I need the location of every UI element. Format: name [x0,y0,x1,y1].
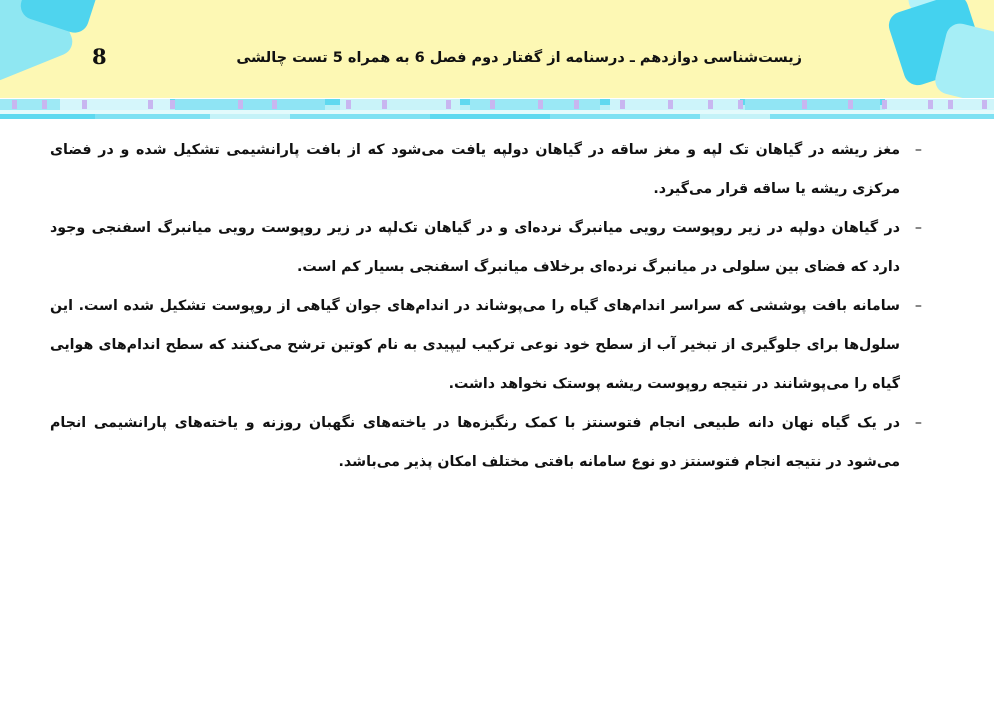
page-content [50,131,922,482]
decorative-stripe [0,98,994,122]
page-header [0,0,994,98]
list-item: – در یک گیاه نهان دانه طبیعی انجام فتوسنتز با کمک رنگیزه‌ها در یاخته‌های نگهبان روزنه و یاخته‌های پارانشیمی انجام می‌شود در نتیجه انجام فتوسنتز دو نوع سامانه بافتی مختلف امکان پذیر می‌باشد. [50,404,922,482]
list-item: – در گیاهان دولپه در زیر روپوست رویی میانبرگ نرده‌ای و در گیاهان تک‌لپه در زیر روپوست رویی میانبرگ اسفنجی وجود دارد که فضای بین سلولی در میانبرگ نرده‌ای برخلاف میانبرگ اسفنجی بسیار کم است. [50,209,922,287]
list-item: – مغز ریشه در گیاهان تک لپه و مغز ساقه در گیاهان دولپه یافت می‌شود که از بافت پارانشیمی تشکیل شده و در فضای مرکزی ریشه یا ساقه قرار می‌گیرد. [50,131,922,209]
bullet-list [50,131,922,482]
page-number: 8 [92,44,107,69]
list-item: – سامانه بافت پوششی که سراسر اندام‌های گیاه را می‌پوشاند در اندام‌های جوان گیاهی از روپوست تشکیل شده است. این سلول‌ها برای جلوگیری از تبخیر آب از سطح خود نوعی ترکیب لیپیدی به نام کوتین ترشح می‌کنند که سطح اندام‌های هوایی گیاه را می‌پوشانند در نتیجه روپوست ریشه پوستک نخواهد داشت. [50,287,922,404]
page-title: زیست‌شناسی دوازدهم ـ درسنامه از گفتار دوم فصل 6 به همراه 5 تست چالشی [236,50,802,66]
